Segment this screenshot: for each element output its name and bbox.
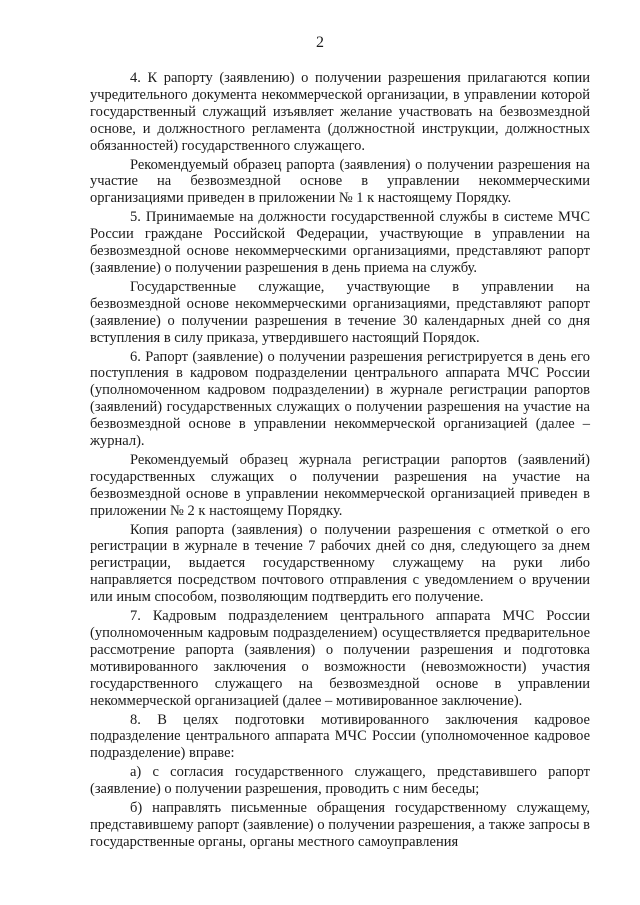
paragraph: Копия рапорта (заявления) о получении разрешения с отметкой о его регистрации в журнале в течение 7 рабочих дней со дня, следующего за днем регистрации, выдается государственному служащему на руки либо направляется посредством почтового отправления с уведомлением о вручении или иным способом, позволяющим подтвердить его получение. — [90, 521, 590, 606]
paragraph: 7. Кадровым подразделением центрального аппарата МЧС России (уполномоченным кадровым подразделением) осуществляется предварительное рассмотрение рапорта (заявления) о получении разрешения и подготовка мотивированного заключения о возможности (невозможности) участия государственного служащего на безвозмездной основе в управлении некоммерческой организацией (далее – мотивированное заключение). — [90, 608, 590, 709]
paragraph: 4. К рапорту (заявлению) о получении разрешения прилагаются копии учредительного документа некоммерческой организации, в управлении которой государственный служащий изъявляет желание участвовать на безвозмездной основе, и должностного регламента (должностной инструкции, должностных обязанностей) государственного служащего. — [90, 70, 590, 154]
document-body — [90, 70, 590, 851]
paragraph: 8. В целях подготовки мотивированного заключения кадровое подразделение центрального аппарата МЧС России (уполномоченное кадровое подразделение) вправе: — [90, 711, 590, 762]
paragraph: а) с согласия государственного служащего, представившего рапорт (заявление) о получении разрешения, проводить с ним беседы; — [90, 764, 590, 798]
paragraph: Государственные служащие, участвующие в управлении на безвозмездной основе некоммерческими организациями, представляют рапорт (заявление) о получении разрешения в течение 30 календарных дней со дня вступления в силу приказа, утвердившего настоящий Порядок. — [90, 278, 590, 346]
paragraph: 6. Рапорт (заявление) о получении разрешения регистрируется в день его поступления в кадровом подразделении центрального аппарата МЧС России (уполномоченном кадровом подразделении) в журнале регистрации рапортов (заявлений) государственных служащих о получении разрешения на участие на безвозмездной основе в управлении некоммерческой организацией (далее – журнал). — [90, 348, 590, 450]
paragraph: Рекомендуемый образец рапорта (заявления) о получении разрешения на участие на безвозмездной основе в управлении некоммерческими организациями приведен в приложении № 1 к настоящему Порядку. — [90, 156, 590, 207]
page-number: 2 — [316, 34, 324, 51]
paragraph: 5. Принимаемые на должности государственной службы в системе МЧС России граждане Российской Федерации, участвующие в управлении на безвозмездной основе некоммерческими организациями, представляют рапорт (заявление) о получении разрешения в день приема на службу. — [90, 209, 590, 276]
paragraph: Рекомендуемый образец журнала регистрации рапортов (заявлений) государственных служащих о получении разрешения на участие на безвозмездной основе в управлении некоммерческой организацией приведен в приложении № 2 к настоящему Порядку. — [90, 451, 590, 519]
paragraph: б) направлять письменные обращения государственному служащему, представившему рапорт (заявление) о получении разрешения, а также запросы в государственные органы, органы местного самоуправления — [90, 800, 590, 850]
